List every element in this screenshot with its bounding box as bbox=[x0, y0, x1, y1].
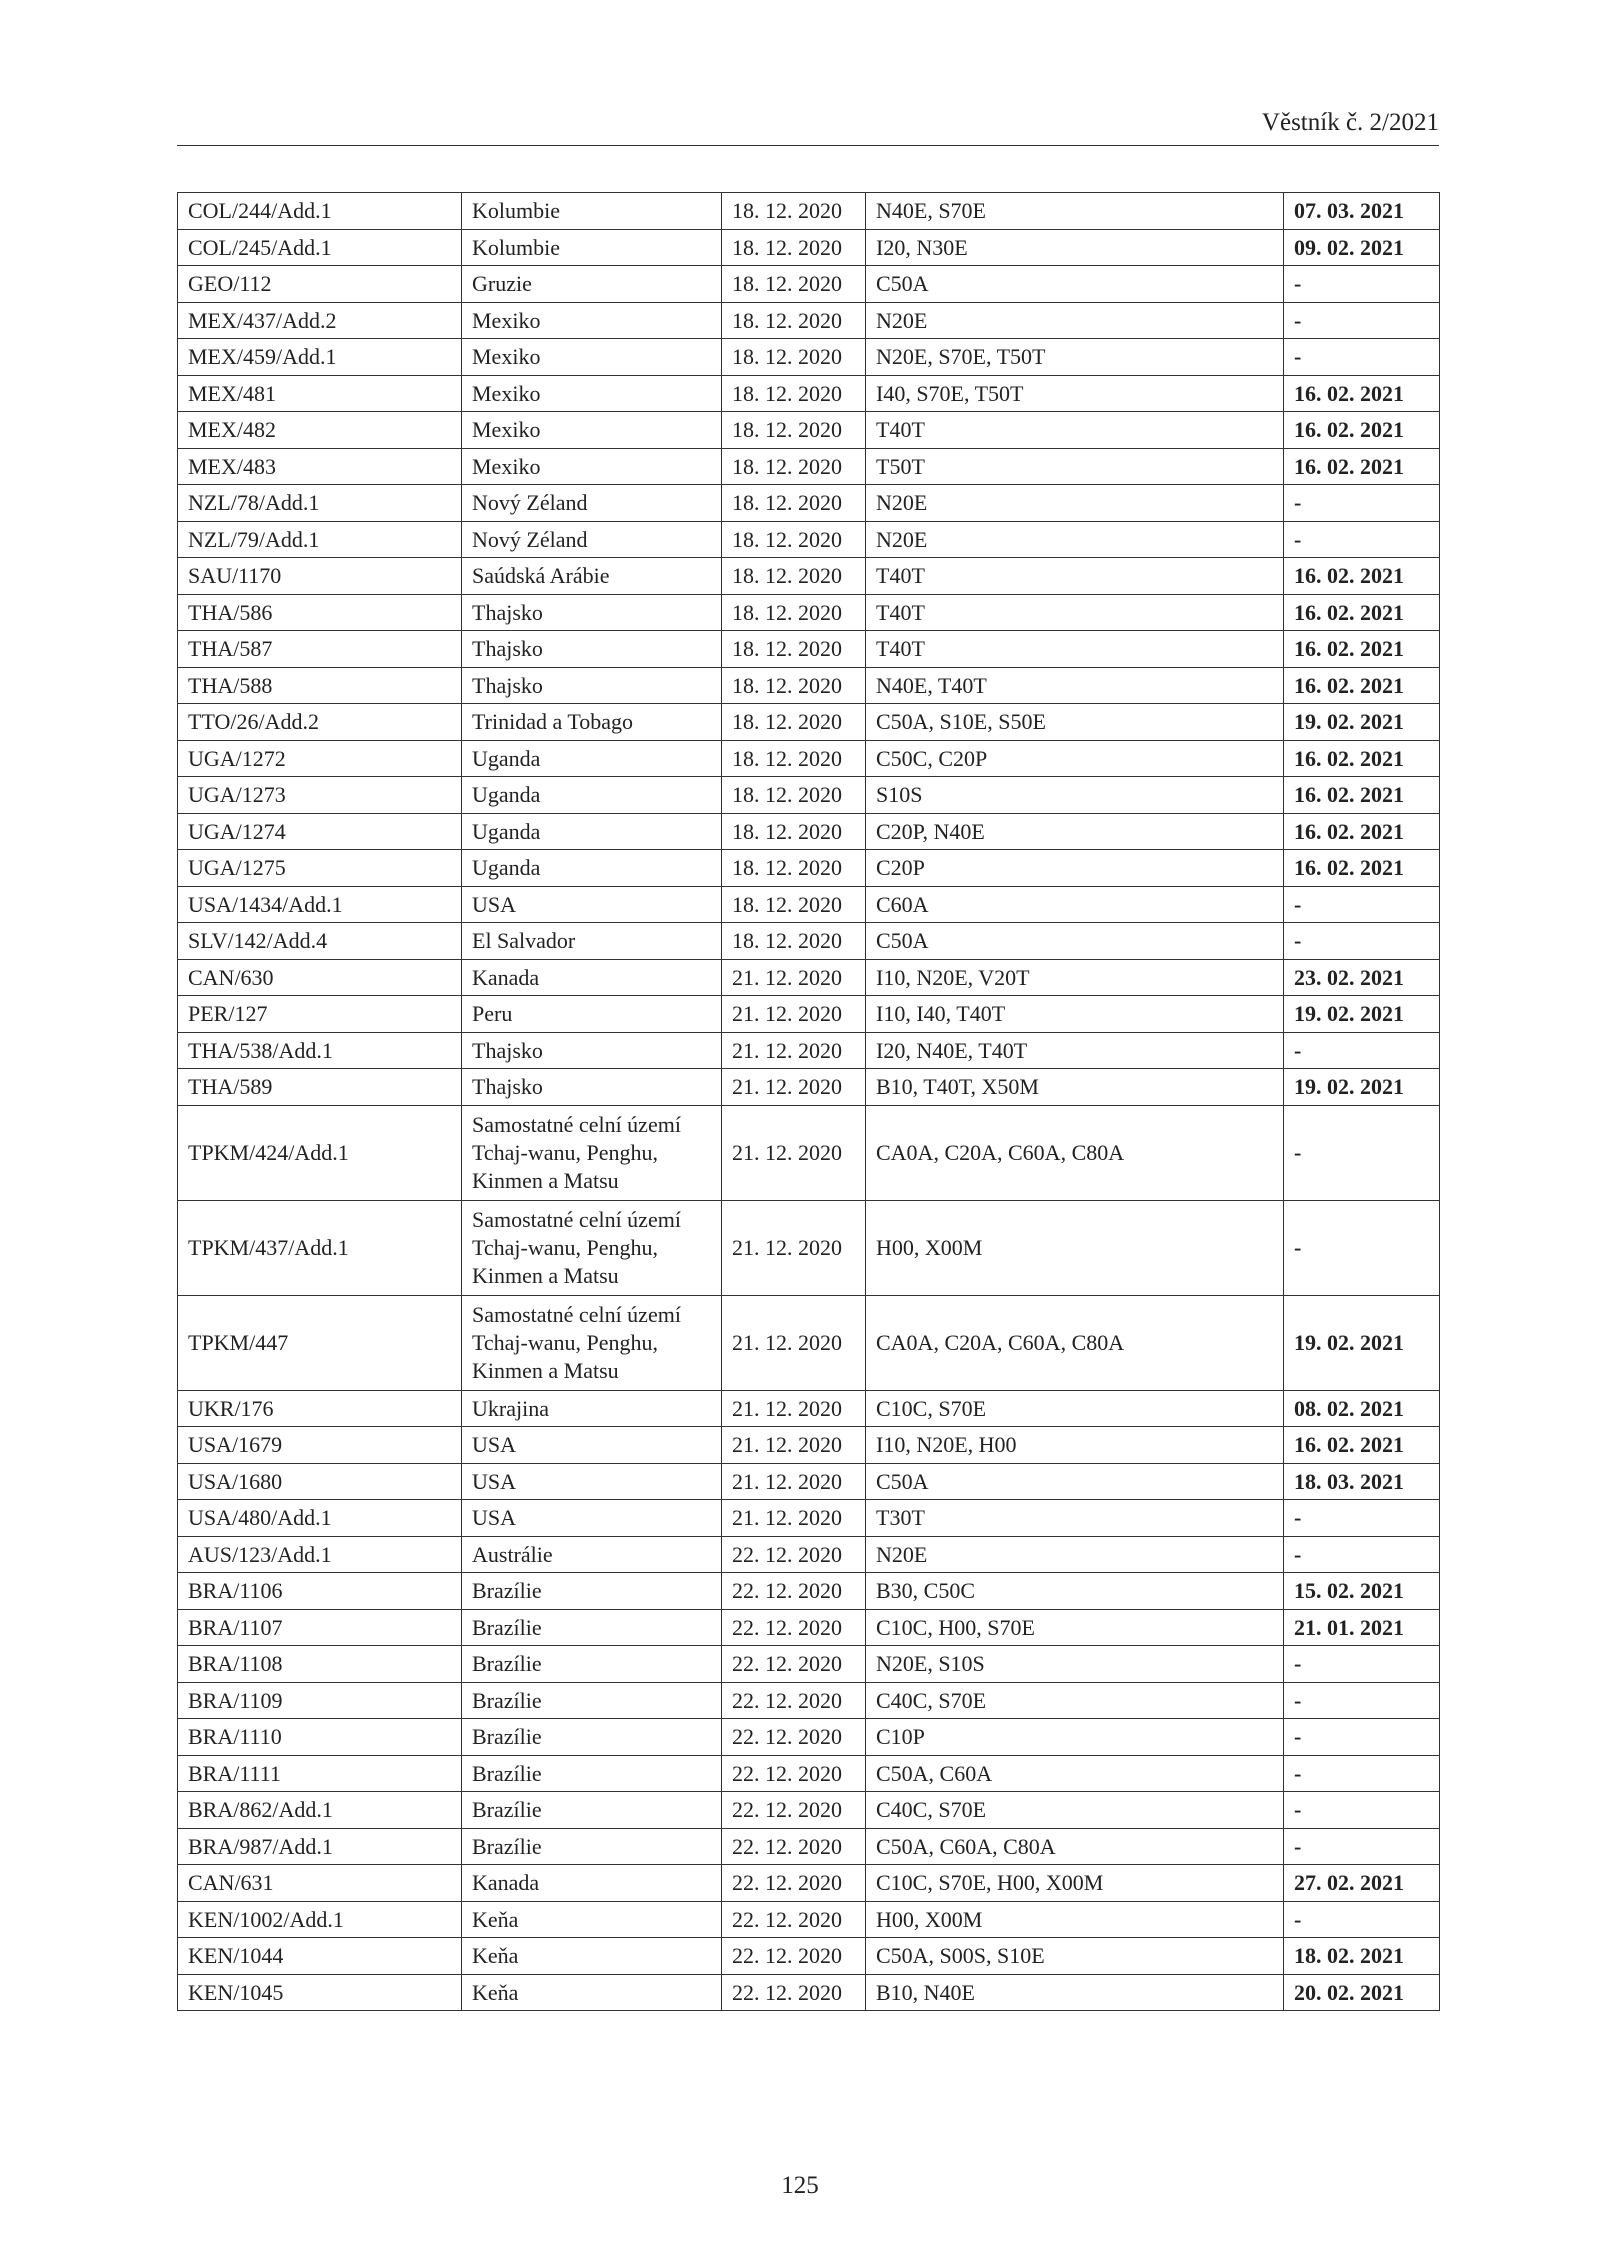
cell-document-code: BRA/1108 bbox=[178, 1646, 462, 1683]
cell-date: 21. 12. 2020 bbox=[722, 1500, 866, 1537]
cell-deadline: 09. 02. 2021 bbox=[1284, 229, 1440, 266]
cell-deadline: 16. 02. 2021 bbox=[1284, 777, 1440, 814]
cell-date: 21. 12. 2020 bbox=[722, 1463, 866, 1500]
cell-deadline: - bbox=[1284, 1032, 1440, 1069]
cell-date: 18. 12. 2020 bbox=[722, 923, 866, 960]
cell-document-code: USA/1680 bbox=[178, 1463, 462, 1500]
cell-document-code: CAN/630 bbox=[178, 959, 462, 996]
table-row bbox=[178, 1901, 1440, 1938]
cell-date: 21. 12. 2020 bbox=[722, 1390, 866, 1427]
cell-date: 18. 12. 2020 bbox=[722, 704, 866, 741]
cell-date: 22. 12. 2020 bbox=[722, 1719, 866, 1756]
cell-deadline: 20. 02. 2021 bbox=[1284, 1974, 1440, 2011]
cell-document-code: TPKM/437/Add.1 bbox=[178, 1200, 462, 1295]
cell-document-code: MEX/483 bbox=[178, 448, 462, 485]
cell-date: 21. 12. 2020 bbox=[722, 1295, 866, 1390]
cell-country: Kolumbie bbox=[462, 193, 722, 230]
cell-date: 22. 12. 2020 bbox=[722, 1901, 866, 1938]
cell-date: 18. 12. 2020 bbox=[722, 631, 866, 668]
cell-deadline: - bbox=[1284, 1536, 1440, 1573]
cell-deadline: 16. 02. 2021 bbox=[1284, 375, 1440, 412]
cell-deadline: 23. 02. 2021 bbox=[1284, 959, 1440, 996]
cell-deadline: - bbox=[1284, 1105, 1440, 1200]
cell-country: Brazílie bbox=[462, 1828, 722, 1865]
cell-document-code: THA/589 bbox=[178, 1069, 462, 1106]
cell-country: Saúdská Arábie bbox=[462, 558, 722, 595]
cell-country: Brazílie bbox=[462, 1719, 722, 1756]
cell-date: 21. 12. 2020 bbox=[722, 1427, 866, 1464]
table-row bbox=[178, 886, 1440, 923]
cell-date: 22. 12. 2020 bbox=[722, 1536, 866, 1573]
cell-date: 18. 12. 2020 bbox=[722, 266, 866, 303]
table-row bbox=[178, 193, 1440, 230]
cell-country: Thajsko bbox=[462, 1032, 722, 1069]
cell-date: 22. 12. 2020 bbox=[722, 1792, 866, 1829]
cell-document-code: BRA/862/Add.1 bbox=[178, 1792, 462, 1829]
cell-document-code: SAU/1170 bbox=[178, 558, 462, 595]
cell-country: Thajsko bbox=[462, 594, 722, 631]
cell-date: 22. 12. 2020 bbox=[722, 1938, 866, 1975]
cell-document-code: USA/480/Add.1 bbox=[178, 1500, 462, 1537]
cell-product-codes: T40T bbox=[866, 558, 1284, 595]
cell-country: Uganda bbox=[462, 813, 722, 850]
cell-deadline: 27. 02. 2021 bbox=[1284, 1865, 1440, 1902]
cell-document-code: THA/587 bbox=[178, 631, 462, 668]
cell-product-codes: C10C, S70E, H00, X00M bbox=[866, 1865, 1284, 1902]
cell-product-codes: C50A, C60A, C80A bbox=[866, 1828, 1284, 1865]
cell-document-code: NZL/79/Add.1 bbox=[178, 521, 462, 558]
cell-document-code: TTO/26/Add.2 bbox=[178, 704, 462, 741]
cell-document-code: TPKM/424/Add.1 bbox=[178, 1105, 462, 1200]
cell-document-code: USA/1434/Add.1 bbox=[178, 886, 462, 923]
cell-document-code: MEX/437/Add.2 bbox=[178, 302, 462, 339]
table-row bbox=[178, 1938, 1440, 1975]
table-row bbox=[178, 1069, 1440, 1106]
cell-deadline: 16. 02. 2021 bbox=[1284, 558, 1440, 595]
cell-deadline: 19. 02. 2021 bbox=[1284, 1069, 1440, 1106]
cell-product-codes: N20E, S10S bbox=[866, 1646, 1284, 1683]
cell-document-code: BRA/1106 bbox=[178, 1573, 462, 1610]
cell-product-codes: N40E, T40T bbox=[866, 667, 1284, 704]
cell-document-code: BRA/987/Add.1 bbox=[178, 1828, 462, 1865]
table-row bbox=[178, 1609, 1440, 1646]
cell-product-codes: C60A bbox=[866, 886, 1284, 923]
cell-document-code: UGA/1273 bbox=[178, 777, 462, 814]
table-row bbox=[178, 704, 1440, 741]
cell-date: 18. 12. 2020 bbox=[722, 886, 866, 923]
table-row bbox=[178, 1974, 1440, 2011]
cell-document-code: UGA/1275 bbox=[178, 850, 462, 887]
cell-product-codes: I10, N20E, H00 bbox=[866, 1427, 1284, 1464]
cell-date: 22. 12. 2020 bbox=[722, 1682, 866, 1719]
cell-country: Brazílie bbox=[462, 1573, 722, 1610]
cell-deadline: - bbox=[1284, 1646, 1440, 1683]
cell-document-code: UGA/1274 bbox=[178, 813, 462, 850]
cell-country: Thajsko bbox=[462, 1069, 722, 1106]
table-row bbox=[178, 594, 1440, 631]
cell-product-codes: S10S bbox=[866, 777, 1284, 814]
cell-date: 18. 12. 2020 bbox=[722, 302, 866, 339]
cell-deadline: - bbox=[1284, 1500, 1440, 1537]
table-row bbox=[178, 339, 1440, 376]
table-row bbox=[178, 1755, 1440, 1792]
cell-country: Brazílie bbox=[462, 1755, 722, 1792]
cell-date: 22. 12. 2020 bbox=[722, 1609, 866, 1646]
table-row bbox=[178, 1200, 1440, 1295]
cell-document-code: GEO/112 bbox=[178, 266, 462, 303]
cell-product-codes: I40, S70E, T50T bbox=[866, 375, 1284, 412]
cell-date: 18. 12. 2020 bbox=[722, 193, 866, 230]
table-row bbox=[178, 412, 1440, 449]
cell-date: 21. 12. 2020 bbox=[722, 1200, 866, 1295]
table-row bbox=[178, 1536, 1440, 1573]
cell-product-codes: N20E bbox=[866, 1536, 1284, 1573]
cell-document-code: UGA/1272 bbox=[178, 740, 462, 777]
cell-product-codes: N20E bbox=[866, 302, 1284, 339]
cell-product-codes: H00, X00M bbox=[866, 1901, 1284, 1938]
table-row bbox=[178, 448, 1440, 485]
cell-product-codes: N20E bbox=[866, 485, 1284, 522]
cell-date: 18. 12. 2020 bbox=[722, 777, 866, 814]
table-row bbox=[178, 1682, 1440, 1719]
cell-date: 18. 12. 2020 bbox=[722, 667, 866, 704]
cell-country: Brazílie bbox=[462, 1646, 722, 1683]
cell-deadline: - bbox=[1284, 1682, 1440, 1719]
cell-country: Gruzie bbox=[462, 266, 722, 303]
cell-document-code: KEN/1044 bbox=[178, 1938, 462, 1975]
cell-document-code: BRA/1111 bbox=[178, 1755, 462, 1792]
cell-country: Keňa bbox=[462, 1938, 722, 1975]
table-row bbox=[178, 850, 1440, 887]
cell-country: Kanada bbox=[462, 1865, 722, 1902]
cell-product-codes: C20P bbox=[866, 850, 1284, 887]
cell-date: 18. 12. 2020 bbox=[722, 412, 866, 449]
cell-product-codes: C50C, C20P bbox=[866, 740, 1284, 777]
cell-product-codes: C50A, S10E, S50E bbox=[866, 704, 1284, 741]
cell-date: 18. 12. 2020 bbox=[722, 594, 866, 631]
cell-deadline: - bbox=[1284, 1755, 1440, 1792]
cell-deadline: 16. 02. 2021 bbox=[1284, 1427, 1440, 1464]
cell-product-codes: C50A bbox=[866, 923, 1284, 960]
cell-deadline: 08. 02. 2021 bbox=[1284, 1390, 1440, 1427]
cell-product-codes: C50A, S00S, S10E bbox=[866, 1938, 1284, 1975]
cell-date: 22. 12. 2020 bbox=[722, 1646, 866, 1683]
cell-document-code: NZL/78/Add.1 bbox=[178, 485, 462, 522]
cell-document-code: MEX/481 bbox=[178, 375, 462, 412]
header-divider bbox=[177, 145, 1439, 146]
cell-document-code: CAN/631 bbox=[178, 1865, 462, 1902]
cell-date: 21. 12. 2020 bbox=[722, 1069, 866, 1106]
cell-deadline: 07. 03. 2021 bbox=[1284, 193, 1440, 230]
cell-product-codes: CA0A, C20A, C60A, C80A bbox=[866, 1295, 1284, 1390]
cell-product-codes: T50T bbox=[866, 448, 1284, 485]
table-row bbox=[178, 959, 1440, 996]
cell-deadline: - bbox=[1284, 266, 1440, 303]
cell-deadline: - bbox=[1284, 1828, 1440, 1865]
table-row bbox=[178, 375, 1440, 412]
cell-date: 21. 12. 2020 bbox=[722, 1105, 866, 1200]
cell-product-codes: B30, C50C bbox=[866, 1573, 1284, 1610]
cell-deadline: 18. 02. 2021 bbox=[1284, 1938, 1440, 1975]
table-row bbox=[178, 1792, 1440, 1829]
cell-country: Austrálie bbox=[462, 1536, 722, 1573]
cell-deadline: 16. 02. 2021 bbox=[1284, 594, 1440, 631]
cell-country: Kanada bbox=[462, 959, 722, 996]
cell-product-codes: C50A bbox=[866, 1463, 1284, 1500]
cell-deadline: 16. 02. 2021 bbox=[1284, 850, 1440, 887]
cell-document-code: BRA/1110 bbox=[178, 1719, 462, 1756]
cell-deadline: 18. 03. 2021 bbox=[1284, 1463, 1440, 1500]
cell-date: 18. 12. 2020 bbox=[722, 375, 866, 412]
cell-country: Brazílie bbox=[462, 1682, 722, 1719]
cell-date: 21. 12. 2020 bbox=[722, 1032, 866, 1069]
cell-deadline: - bbox=[1284, 521, 1440, 558]
cell-country: Uganda bbox=[462, 740, 722, 777]
cell-date: 22. 12. 2020 bbox=[722, 1974, 866, 2011]
cell-country: Trinidad a Tobago bbox=[462, 704, 722, 741]
cell-date: 21. 12. 2020 bbox=[722, 996, 866, 1033]
cell-deadline: - bbox=[1284, 1901, 1440, 1938]
cell-product-codes: C40C, S70E bbox=[866, 1792, 1284, 1829]
table-row bbox=[178, 485, 1440, 522]
notifications-table bbox=[177, 192, 1440, 2011]
cell-date: 22. 12. 2020 bbox=[722, 1573, 866, 1610]
table-row bbox=[178, 1719, 1440, 1756]
cell-product-codes: T40T bbox=[866, 631, 1284, 668]
cell-product-codes: B10, N40E bbox=[866, 1974, 1284, 2011]
cell-country: El Salvador bbox=[462, 923, 722, 960]
cell-product-codes: I20, N40E, T40T bbox=[866, 1032, 1284, 1069]
cell-document-code: PER/127 bbox=[178, 996, 462, 1033]
cell-deadline: 16. 02. 2021 bbox=[1284, 448, 1440, 485]
cell-date: 18. 12. 2020 bbox=[722, 339, 866, 376]
cell-product-codes: I10, N20E, V20T bbox=[866, 959, 1284, 996]
cell-document-code: COL/245/Add.1 bbox=[178, 229, 462, 266]
cell-country: USA bbox=[462, 1500, 722, 1537]
cell-document-code: AUS/123/Add.1 bbox=[178, 1536, 462, 1573]
cell-product-codes: T40T bbox=[866, 412, 1284, 449]
table-row bbox=[178, 229, 1440, 266]
cell-country: Nový Zéland bbox=[462, 485, 722, 522]
cell-deadline: - bbox=[1284, 1200, 1440, 1295]
cell-deadline: - bbox=[1284, 886, 1440, 923]
table-row bbox=[178, 777, 1440, 814]
cell-product-codes: C10C, H00, S70E bbox=[866, 1609, 1284, 1646]
cell-country: Mexiko bbox=[462, 412, 722, 449]
cell-date: 18. 12. 2020 bbox=[722, 850, 866, 887]
cell-product-codes: T40T bbox=[866, 594, 1284, 631]
cell-deadline: 19. 02. 2021 bbox=[1284, 996, 1440, 1033]
cell-date: 18. 12. 2020 bbox=[722, 448, 866, 485]
cell-deadline: 16. 02. 2021 bbox=[1284, 667, 1440, 704]
cell-document-code: UKR/176 bbox=[178, 1390, 462, 1427]
table-row bbox=[178, 521, 1440, 558]
table-row bbox=[178, 1427, 1440, 1464]
cell-country: Mexiko bbox=[462, 448, 722, 485]
cell-deadline: 16. 02. 2021 bbox=[1284, 740, 1440, 777]
cell-date: 18. 12. 2020 bbox=[722, 558, 866, 595]
cell-document-code: COL/244/Add.1 bbox=[178, 193, 462, 230]
cell-deadline: 16. 02. 2021 bbox=[1284, 813, 1440, 850]
table-row bbox=[178, 302, 1440, 339]
cell-country: Brazílie bbox=[462, 1609, 722, 1646]
cell-deadline: 16. 02. 2021 bbox=[1284, 631, 1440, 668]
cell-date: 18. 12. 2020 bbox=[722, 485, 866, 522]
cell-deadline: 16. 02. 2021 bbox=[1284, 412, 1440, 449]
cell-country: USA bbox=[462, 886, 722, 923]
cell-product-codes: C10C, S70E bbox=[866, 1390, 1284, 1427]
table-row bbox=[178, 740, 1440, 777]
table-row bbox=[178, 1828, 1440, 1865]
table-row bbox=[178, 266, 1440, 303]
cell-document-code: TPKM/447 bbox=[178, 1295, 462, 1390]
cell-document-code: MEX/459/Add.1 bbox=[178, 339, 462, 376]
table-row bbox=[178, 923, 1440, 960]
table-row bbox=[178, 1573, 1440, 1610]
cell-country: Nový Zéland bbox=[462, 521, 722, 558]
cell-date: 18. 12. 2020 bbox=[722, 740, 866, 777]
cell-deadline: - bbox=[1284, 1792, 1440, 1829]
cell-product-codes: N40E, S70E bbox=[866, 193, 1284, 230]
cell-product-codes: B10, T40T, X50M bbox=[866, 1069, 1284, 1106]
cell-product-codes: C50A bbox=[866, 266, 1284, 303]
table-row bbox=[178, 1500, 1440, 1537]
cell-product-codes: I20, N30E bbox=[866, 229, 1284, 266]
cell-country: Uganda bbox=[462, 850, 722, 887]
cell-deadline: 15. 02. 2021 bbox=[1284, 1573, 1440, 1610]
table-row bbox=[178, 813, 1440, 850]
cell-deadline: 19. 02. 2021 bbox=[1284, 704, 1440, 741]
table-row bbox=[178, 667, 1440, 704]
cell-country: Peru bbox=[462, 996, 722, 1033]
cell-document-code: THA/586 bbox=[178, 594, 462, 631]
table-row bbox=[178, 1105, 1440, 1200]
cell-deadline: - bbox=[1284, 485, 1440, 522]
cell-date: 21. 12. 2020 bbox=[722, 959, 866, 996]
cell-document-code: MEX/482 bbox=[178, 412, 462, 449]
page-number: 125 bbox=[781, 2172, 819, 2199]
cell-deadline: - bbox=[1284, 302, 1440, 339]
cell-deadline: 19. 02. 2021 bbox=[1284, 1295, 1440, 1390]
cell-country: Mexiko bbox=[462, 375, 722, 412]
table-row bbox=[178, 1390, 1440, 1427]
cell-date: 22. 12. 2020 bbox=[722, 1755, 866, 1792]
cell-country: Samostatné celní území Tchaj-wanu, Penghu, Kinmen a Matsu bbox=[462, 1105, 722, 1200]
cell-product-codes: CA0A, C20A, C60A, C80A bbox=[866, 1105, 1284, 1200]
cell-country: Uganda bbox=[462, 777, 722, 814]
table-row bbox=[178, 1646, 1440, 1683]
cell-country: Brazílie bbox=[462, 1792, 722, 1829]
cell-document-code: BRA/1109 bbox=[178, 1682, 462, 1719]
cell-date: 22. 12. 2020 bbox=[722, 1865, 866, 1902]
cell-date: 18. 12. 2020 bbox=[722, 521, 866, 558]
cell-country: Thajsko bbox=[462, 631, 722, 668]
cell-product-codes: N20E bbox=[866, 521, 1284, 558]
cell-country: Mexiko bbox=[462, 302, 722, 339]
cell-deadline: - bbox=[1284, 1719, 1440, 1756]
cell-country: USA bbox=[462, 1463, 722, 1500]
cell-product-codes: I10, I40, T40T bbox=[866, 996, 1284, 1033]
cell-deadline: 21. 01. 2021 bbox=[1284, 1609, 1440, 1646]
cell-country: Mexiko bbox=[462, 339, 722, 376]
cell-document-code: BRA/1107 bbox=[178, 1609, 462, 1646]
cell-product-codes: T30T bbox=[866, 1500, 1284, 1537]
page-header-title: Věstník č. 2/2021 bbox=[1261, 109, 1439, 136]
cell-product-codes: C10P bbox=[866, 1719, 1284, 1756]
cell-product-codes: H00, X00M bbox=[866, 1200, 1284, 1295]
cell-date: 18. 12. 2020 bbox=[722, 229, 866, 266]
cell-country: USA bbox=[462, 1427, 722, 1464]
cell-country: Keňa bbox=[462, 1901, 722, 1938]
cell-deadline: - bbox=[1284, 339, 1440, 376]
cell-date: 18. 12. 2020 bbox=[722, 813, 866, 850]
table-row bbox=[178, 1463, 1440, 1500]
table-row bbox=[178, 631, 1440, 668]
table-row bbox=[178, 1295, 1440, 1390]
cell-product-codes: N20E, S70E, T50T bbox=[866, 339, 1284, 376]
cell-document-code: KEN/1045 bbox=[178, 1974, 462, 2011]
cell-document-code: THA/588 bbox=[178, 667, 462, 704]
cell-country: Ukrajina bbox=[462, 1390, 722, 1427]
cell-document-code: KEN/1002/Add.1 bbox=[178, 1901, 462, 1938]
table-body bbox=[178, 193, 1440, 2011]
cell-document-code: THA/538/Add.1 bbox=[178, 1032, 462, 1069]
cell-deadline: - bbox=[1284, 923, 1440, 960]
cell-country: Keňa bbox=[462, 1974, 722, 2011]
cell-product-codes: C50A, C60A bbox=[866, 1755, 1284, 1792]
cell-country: Thajsko bbox=[462, 667, 722, 704]
cell-product-codes: C40C, S70E bbox=[866, 1682, 1284, 1719]
table-row bbox=[178, 558, 1440, 595]
table-row bbox=[178, 996, 1440, 1033]
cell-country: Kolumbie bbox=[462, 229, 722, 266]
table-row bbox=[178, 1865, 1440, 1902]
cell-product-codes: C20P, N40E bbox=[866, 813, 1284, 850]
cell-document-code: USA/1679 bbox=[178, 1427, 462, 1464]
cell-country: Samostatné celní území Tchaj-wanu, Penghu, Kinmen a Matsu bbox=[462, 1295, 722, 1390]
cell-document-code: SLV/142/Add.4 bbox=[178, 923, 462, 960]
cell-date: 22. 12. 2020 bbox=[722, 1828, 866, 1865]
table-row bbox=[178, 1032, 1440, 1069]
cell-country: Samostatné celní území Tchaj-wanu, Penghu, Kinmen a Matsu bbox=[462, 1200, 722, 1295]
